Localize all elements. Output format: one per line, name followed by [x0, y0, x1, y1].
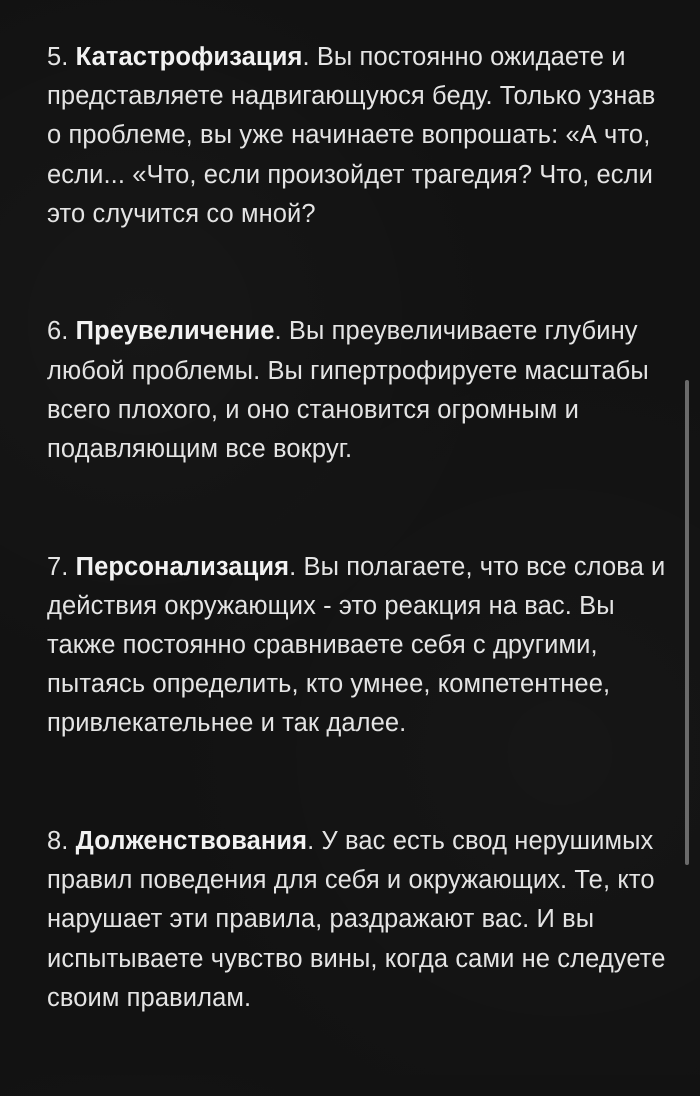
paragraph-text: . У вас есть свод нерушимых правил поведения для себя и окружающих. Те, кто нарушает эти правила, раздражают вас. И вы испытываете чувство вины, когда сами не следуете своим правилам.	[47, 827, 666, 1012]
paragraph-exaggeration	[47, 312, 667, 469]
scrollbar[interactable]	[685, 380, 689, 865]
paragraph-shoulds	[47, 822, 667, 1018]
paragraph-catastrophizing	[47, 38, 667, 234]
paragraph-text: . Вы постоянно ожидаете и представляете надвигающуюся беду. Только узнав о проблеме, вы уже начинаете вопрошать: «А что, если... «Что, если произойдет трагедия? Что, если это случится со мной?	[47, 43, 656, 228]
paragraph-number: 6.	[47, 317, 76, 346]
paragraph-number: 8.	[47, 827, 76, 856]
paragraph-number: 5.	[47, 43, 76, 71]
paragraph-term: Катастрофизация	[75, 43, 303, 71]
paragraph-term: Долженствования	[75, 827, 308, 856]
paragraph-number: 7.	[47, 552, 76, 581]
paragraph-term: Персонализация	[75, 552, 290, 581]
paragraph-text: . Вы преувеличиваете глубину любой проблемы. Вы гипертрофируете масштабы всего плохого, и оно становится огромным и подавляющим все вокруг.	[47, 317, 649, 464]
paragraph-term: Преувеличение	[75, 317, 275, 346]
paragraph-personalization	[47, 548, 667, 744]
paragraph-text: . Вы полагаете, что все слова и действия окружающих - это реакция на вас. Вы также постоянно сравниваете себя с другими, пытаясь определить, кто умнее, компетентнее, привлекательнее и так далее.	[47, 552, 666, 738]
note-body[interactable]	[47, 38, 667, 1096]
